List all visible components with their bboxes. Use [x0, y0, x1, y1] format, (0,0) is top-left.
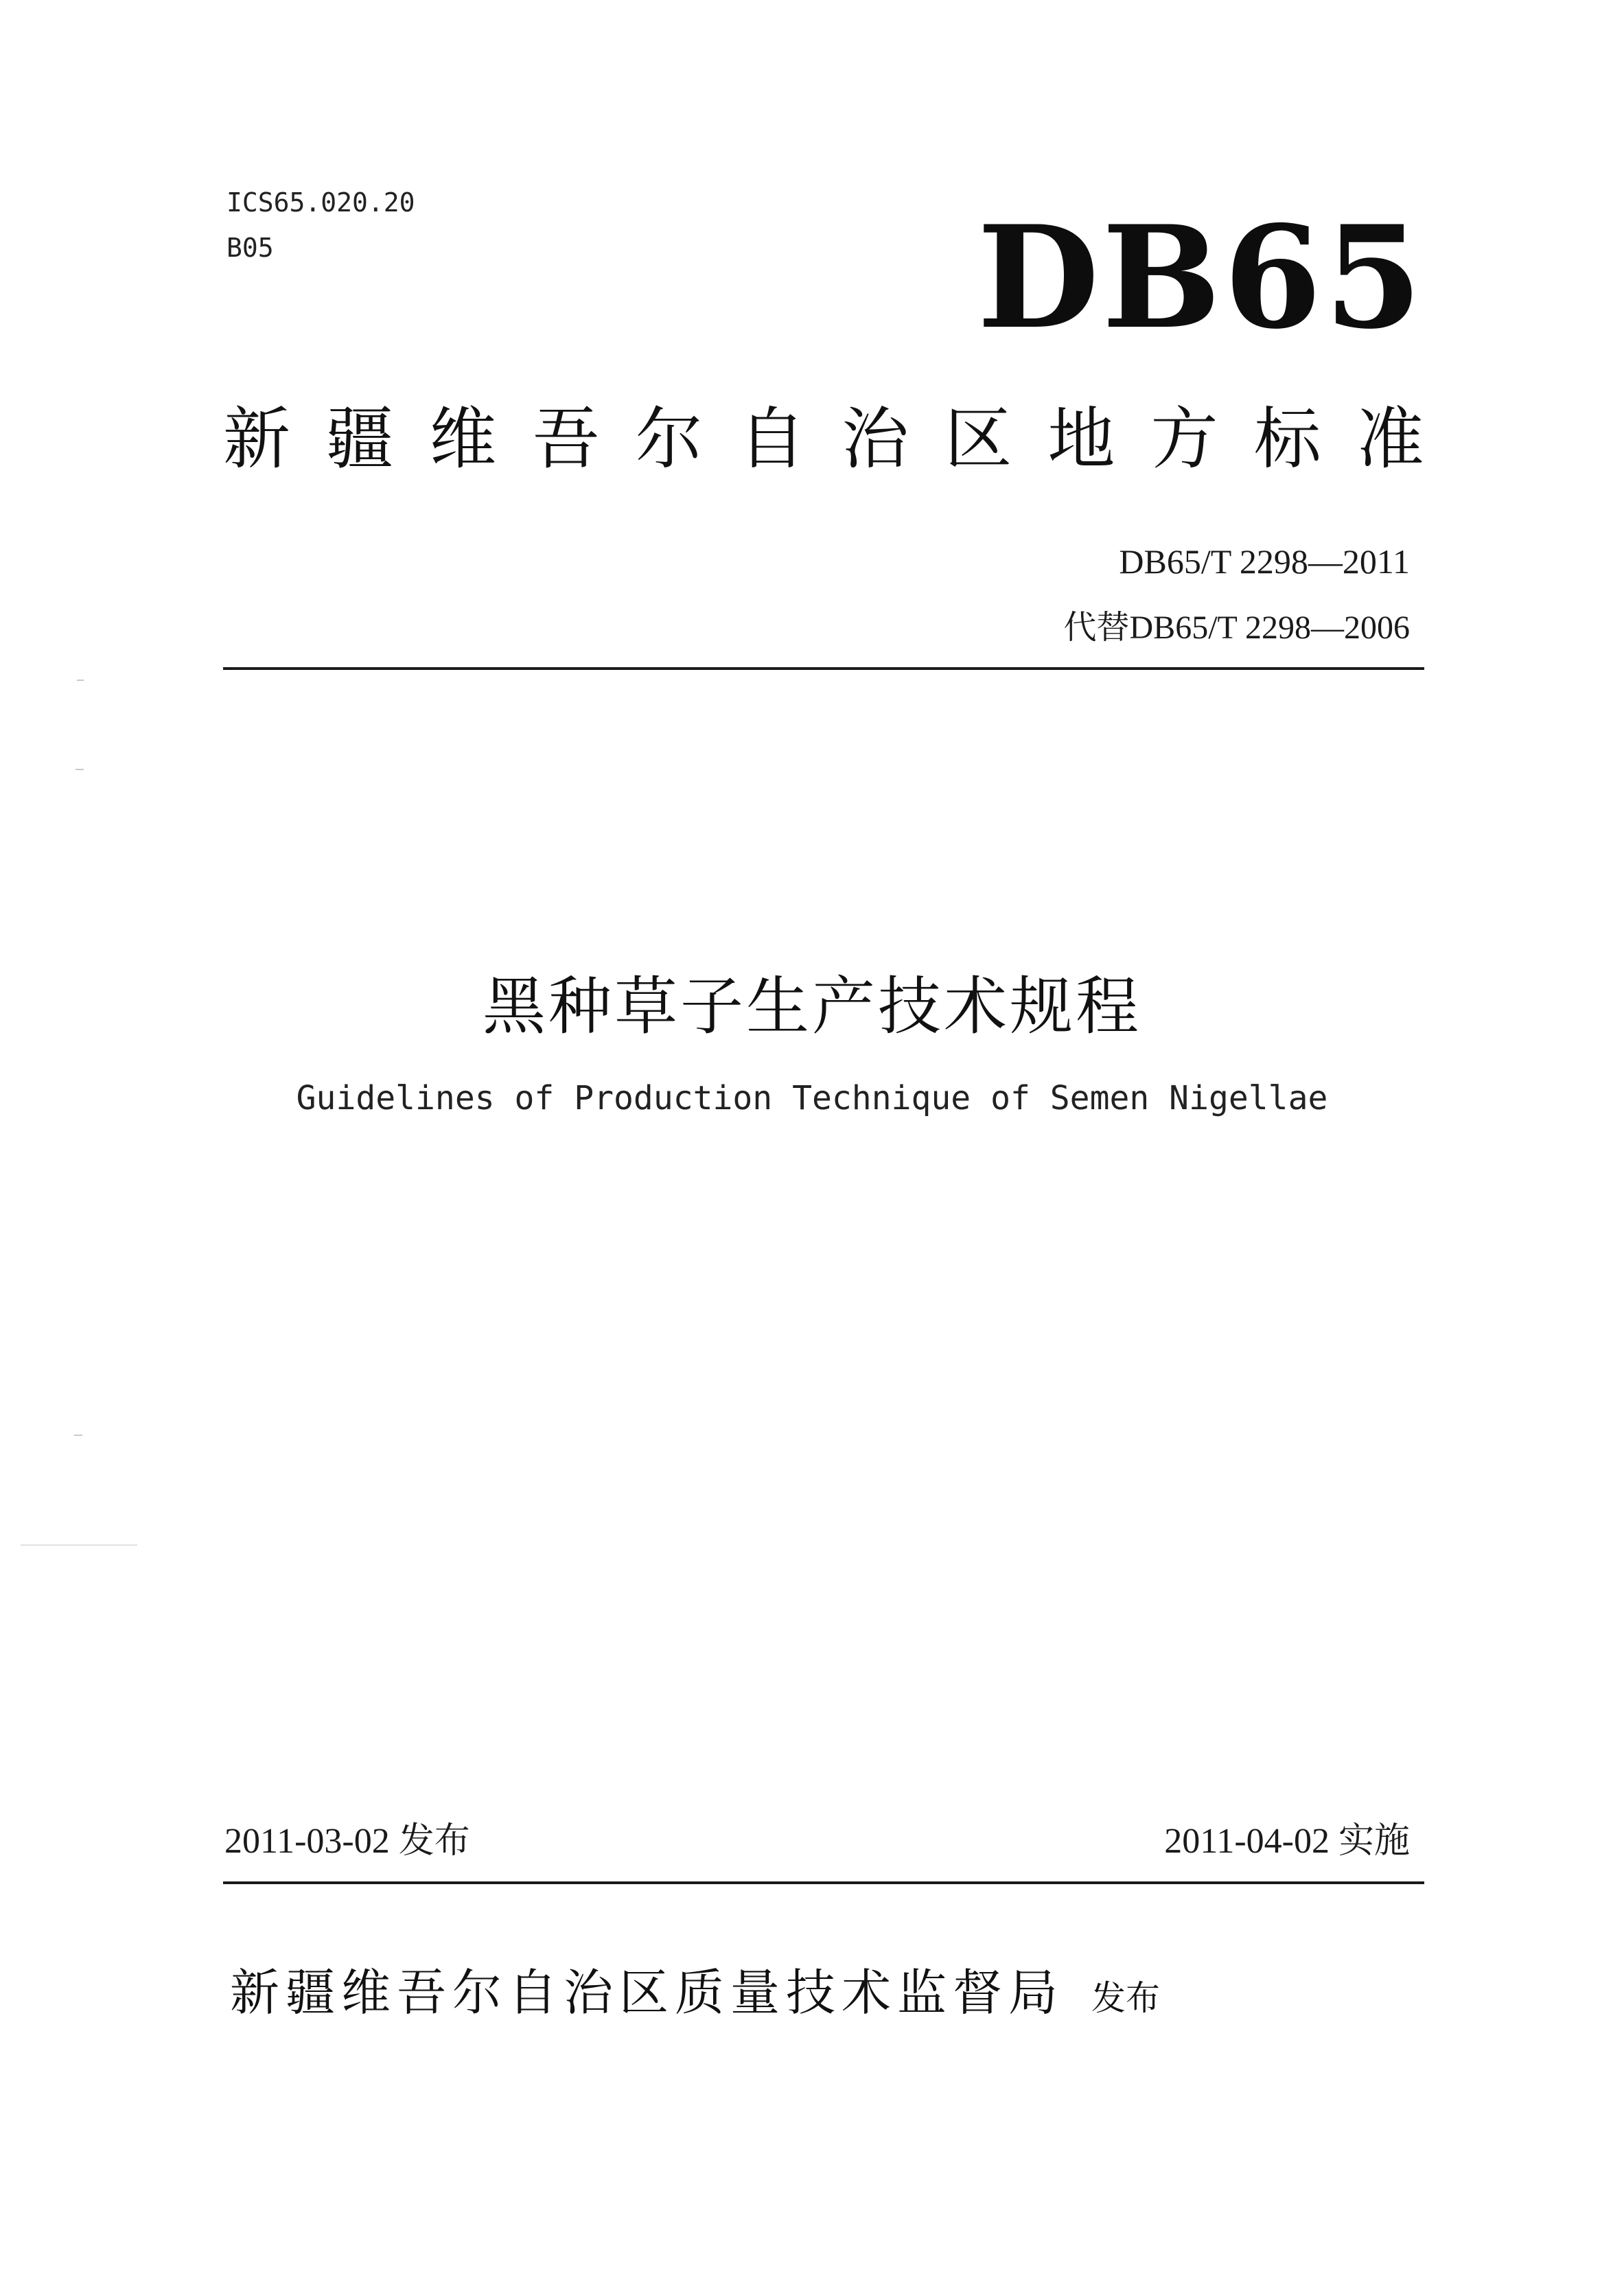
- standard-type-char: 疆: [326, 400, 394, 478]
- bottom-divider: [223, 1881, 1424, 1884]
- standard-type-char: 维: [429, 400, 497, 478]
- ccs-code: B05: [227, 233, 274, 263]
- issue-date: 2011-03-02 发布: [224, 1822, 470, 1861]
- standard-type-char: 治: [842, 400, 909, 478]
- standard-number: DB65/T 2298—2011: [1119, 542, 1410, 581]
- ics-code: ICS65.020.20: [227, 187, 415, 218]
- document-title-chinese: 黑种草子生产技术规程: [482, 970, 1141, 1043]
- standard-type-char: 标: [1253, 400, 1321, 478]
- standard-type-char: 地: [1047, 400, 1115, 478]
- scan-speck: [76, 769, 84, 770]
- standard-type-char: 新: [223, 400, 291, 478]
- standard-type-char: 准: [1356, 400, 1424, 478]
- standard-type-char: 方: [1150, 400, 1218, 478]
- standard-type-char: 尔: [635, 400, 703, 478]
- standard-type-char: 自: [738, 400, 806, 478]
- document-title-english: Guidelines of Production Technique of Semen Nigellae: [296, 1079, 1328, 1117]
- scan-speck: [21, 1544, 137, 1546]
- scan-speck: [74, 1435, 82, 1436]
- scan-speck: [77, 680, 84, 681]
- standard-type-char: 区: [944, 400, 1012, 478]
- standard-type-char: 吾: [532, 400, 600, 478]
- implementation-date: 2011-04-02 实施: [1164, 1822, 1410, 1861]
- replaces-standard: 代替DB65/T 2298—2006: [1063, 610, 1410, 646]
- standard-logo: DB65: [977, 196, 1425, 360]
- issuer-suffix: 发布: [1091, 1978, 1161, 2018]
- standard-type-title: [223, 398, 1424, 480]
- top-divider: [223, 667, 1424, 670]
- issuer-name: 新疆维吾尔自治区质量技术监督局: [230, 1964, 1065, 2021]
- issuer: [230, 1962, 1160, 2029]
